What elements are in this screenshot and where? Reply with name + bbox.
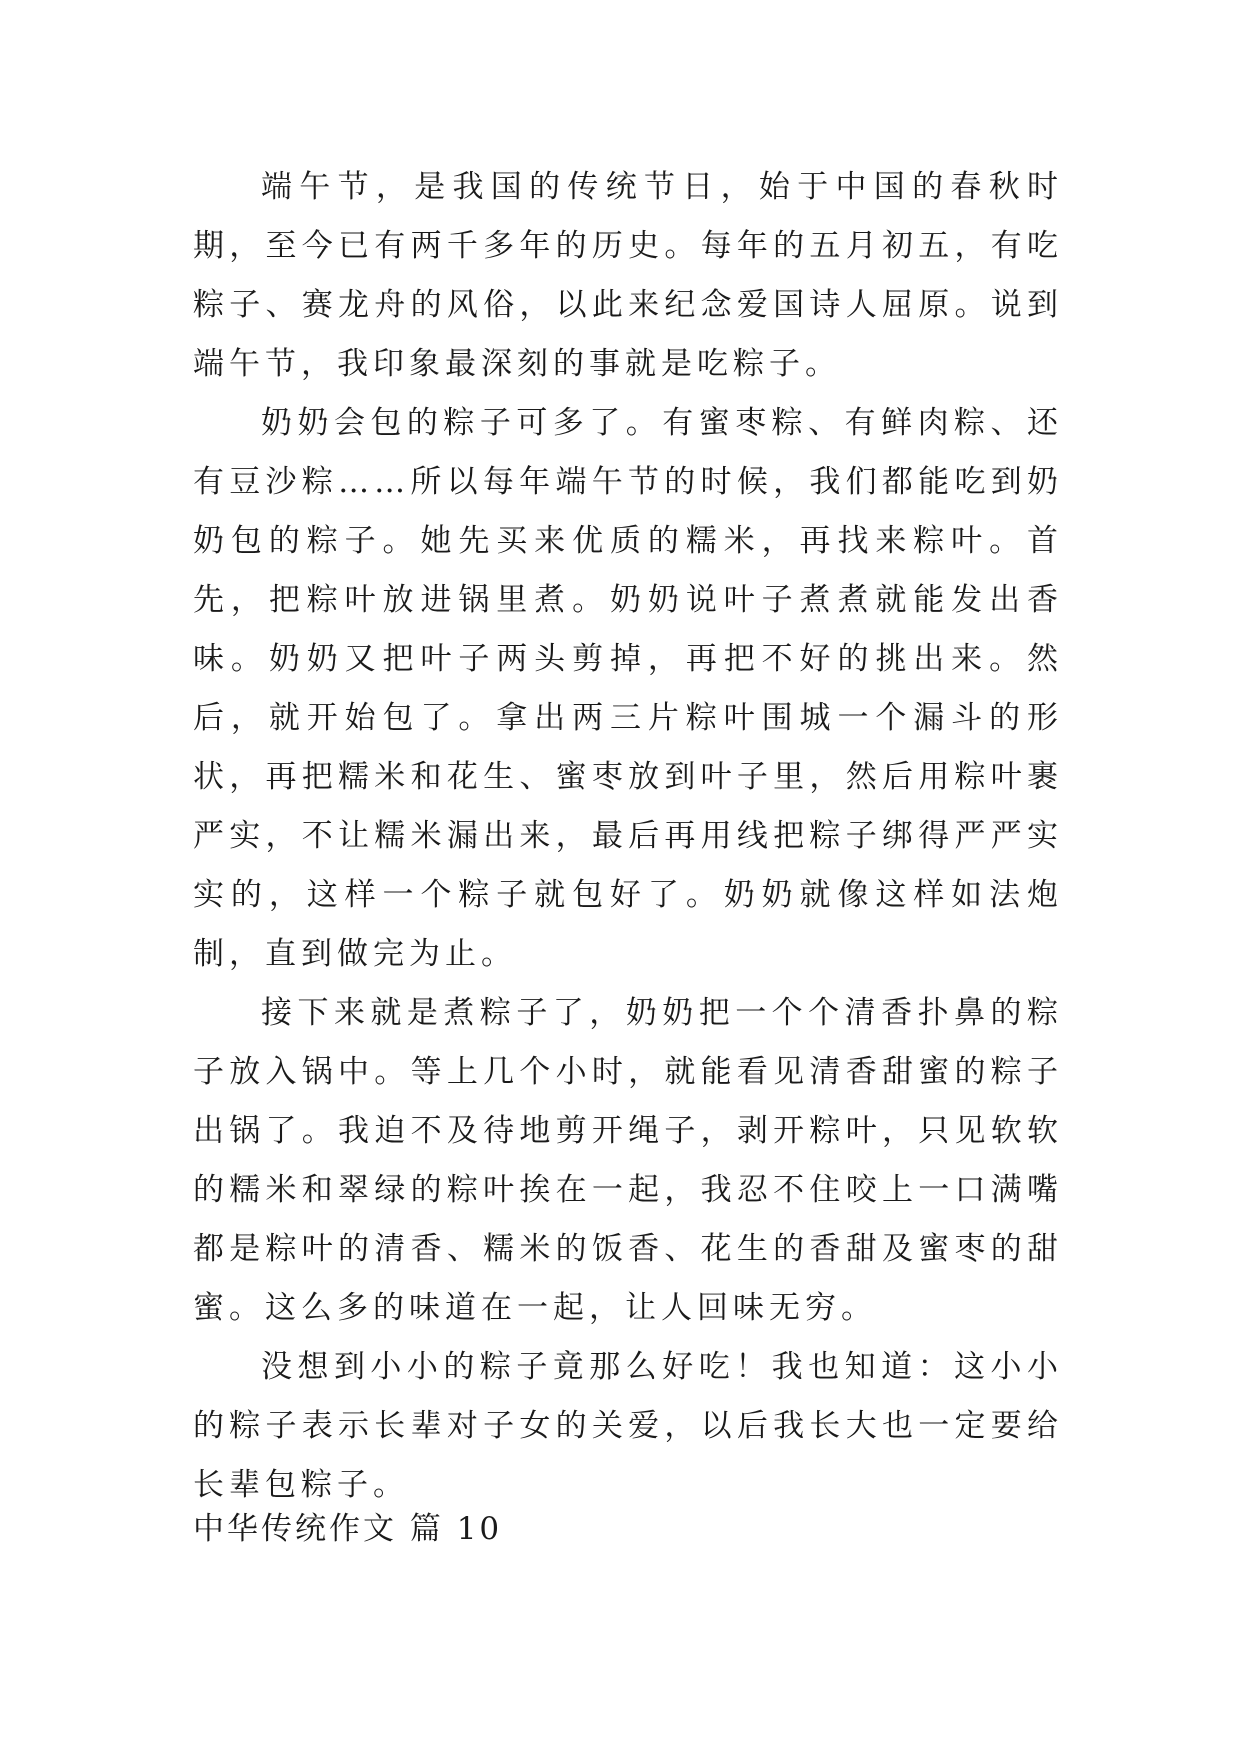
section-heading: 中华传统作文 篇 10 xyxy=(193,1511,503,1547)
essay-body xyxy=(193,158,1063,1515)
paragraph-4: 没想到小小的粽子竟那么好吃！我也知道：这小小的粽子表示长辈对子女的关爱，以后我长大也一定要给长辈包粽子。 xyxy=(193,1349,1063,1503)
paragraph-3: 接下来就是煮粽子了，奶奶把一个个清香扑鼻的粽子放入锅中。等上几个小时，就能看见清香甜蜜的粽子出锅了。我迫不及待地剪开绳子，剥开粽叶，只见软软的糯米和翠绿的粽叶挨在一起，我忍不住咬上一口满嘴都是粽叶的清香、糯米的饭香、花生的香甜及蜜枣的甜蜜。这么多的味道在一起，让人回味无穷。 xyxy=(193,995,1063,1326)
paragraph-1: 端午节，是我国的传统节日，始于中国的春秋时期，至今已有两千多年的历史。每年的五月初五，有吃粽子、赛龙舟的风俗，以此来纪念爱国诗人屈原。说到端午节，我印象最深刻的事就是吃粽子。 xyxy=(193,169,1063,382)
paragraph-2: 奶奶会包的粽子可多了。有蜜枣粽、有鲜肉粽、还有豆沙粽……所以每年端午节的时候，我们都能吃到奶奶包的粽子。她先买来优质的糯米，再找来粽叶。首先，把粽叶放进锅里煮。奶奶说叶子煮煮就能发出香味。奶奶又把叶子两头剪掉，再把不好的挑出来。然后，就开始包了。拿出两三片粽叶围城一个漏斗的形状，再把糯米和花生、蜜枣放到叶子里，然后用粽叶裹严实，不让糯米漏出来，最后再用线把粽子绑得严严实实的，这样一个粽子就包好了。奶奶就像这样如法炮制，直到做完为止。 xyxy=(193,405,1063,972)
